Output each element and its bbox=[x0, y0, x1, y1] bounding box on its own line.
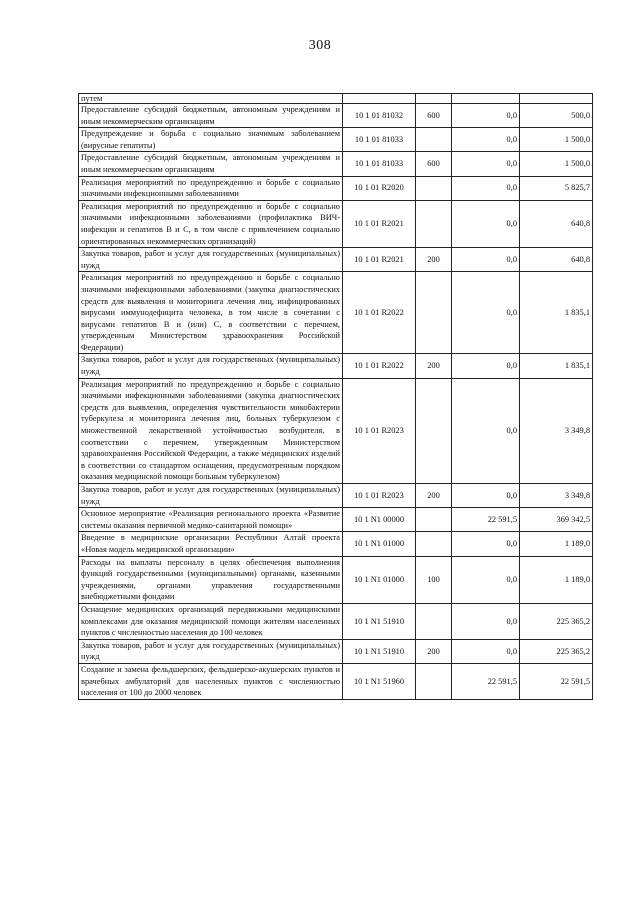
amount-a-cell: 0,0 bbox=[452, 128, 520, 152]
table-row bbox=[79, 152, 593, 176]
table-row bbox=[79, 94, 593, 104]
row-name-cell: Закупка товаров, работ и услуг для государственных (муниципальных) нужд bbox=[79, 354, 343, 378]
amount-b-cell: 22 591,5 bbox=[520, 663, 593, 699]
amount-b-cell: 1 835,1 bbox=[520, 272, 593, 354]
expense-type-cell bbox=[416, 508, 452, 532]
expense-type-cell bbox=[416, 272, 452, 354]
expense-type-cell bbox=[416, 94, 452, 104]
amount-b-cell: 3 349,8 bbox=[520, 378, 593, 483]
table-row bbox=[79, 508, 593, 532]
target-code-cell: 10 1 N1 51910 bbox=[343, 603, 416, 639]
expense-type-cell bbox=[416, 532, 452, 556]
row-name-cell: Реализация мероприятий по предупреждению и борьбе с социально значимыми инфекционными заболеваниями bbox=[79, 176, 343, 200]
table-row bbox=[79, 248, 593, 272]
expense-type-cell: 200 bbox=[416, 639, 452, 663]
target-code-cell: 10 1 01 R2021 bbox=[343, 248, 416, 272]
expense-type-cell: 600 bbox=[416, 152, 452, 176]
target-code-cell: 10 1 N1 51910 bbox=[343, 639, 416, 663]
amount-a-cell: 0,0 bbox=[452, 152, 520, 176]
row-name-cell: Реализация мероприятий по предупреждению и борьбе с социально значимыми инфекционными заболеваниями (профилактика ВИЧ-инфекции и гепатитов В и С, в том числе с привлечением социально ориентированных некоммерческих организаций) bbox=[79, 200, 343, 247]
row-name-cell: Закупка товаров, работ и услуг для государственных (муниципальных) нужд bbox=[79, 639, 343, 663]
row-name-cell: Основное мероприятие «Реализация регионального проекта «Развитие системы оказания первичной медико-санитарной помощи» bbox=[79, 508, 343, 532]
amount-b-cell: 1 189,0 bbox=[520, 556, 593, 603]
page-number: 308 bbox=[308, 38, 332, 53]
table-row bbox=[79, 272, 593, 354]
amount-b-cell: 369 342,5 bbox=[520, 508, 593, 532]
target-code-cell: 10 1 N1 01000 bbox=[343, 556, 416, 603]
table-row bbox=[79, 532, 593, 556]
amount-b-cell: 500,0 bbox=[520, 104, 593, 128]
target-code-cell: 10 1 01 R2023 bbox=[343, 484, 416, 508]
amount-a-cell: 0,0 bbox=[452, 639, 520, 663]
expense-type-cell bbox=[416, 176, 452, 200]
row-name-cell: Предоставление субсидий бюджетным, автономным учреждениям и иным некоммерческим организациям bbox=[79, 104, 343, 128]
amount-a-cell: 0,0 bbox=[452, 603, 520, 639]
expense-type-cell: 100 bbox=[416, 556, 452, 603]
target-code-cell: 10 1 01 R2022 bbox=[343, 272, 416, 354]
target-code-cell: 10 1 01 R2023 bbox=[343, 378, 416, 483]
expense-type-cell bbox=[416, 663, 452, 699]
row-name-cell: Реализация мероприятий по предупреждению и борьбе с социально значимыми инфекционными заболеваниями (закупка диагностических средств для выявления и мониторинга лечения лиц, инфицированных вирусами иммунодефицита человека, в том числе в сочетании с вирусами гепатитов В и (или) С, в соответствии с перечнем, утвержденным Министерством здравоохранения Российской Федерации) bbox=[79, 272, 343, 354]
table-row bbox=[79, 603, 593, 639]
expense-type-cell: 200 bbox=[416, 354, 452, 378]
amount-b-cell: 640,8 bbox=[520, 248, 593, 272]
target-code-cell: 10 1 01 81032 bbox=[343, 104, 416, 128]
row-name-cell: Реализация мероприятий по предупреждению и борьбе с социально значимыми инфекционными заболеваниями (закупка диагностических средств для выявления, определения чувствительности микобактерии туберкулеза и мониторинга лечения лиц, больных туберкулезом с множественной лекарственной устойчивостью возбудителя, в соответствии с перечнем, утвержденным Министерством здравоохранения Российской Федерации, а также медицинских изделий в соответствии со стандартом оснащения, предусмотренным порядком оказания медицинской помощи больным туберкулезом) bbox=[79, 378, 343, 483]
amount-b-cell: 225 365,2 bbox=[520, 639, 593, 663]
amount-a-cell: 0,0 bbox=[452, 200, 520, 247]
target-code-cell: 10 1 N1 00000 bbox=[343, 508, 416, 532]
row-name-cell: Закупка товаров, работ и услуг для государственных (муниципальных) нужд bbox=[79, 248, 343, 272]
table-row bbox=[79, 663, 593, 699]
row-name-cell: Предупреждение и борьба с социально значимым заболеванием (вирусные гепатиты) bbox=[79, 128, 343, 152]
amount-a-cell: 22 591,5 bbox=[452, 508, 520, 532]
expense-type-cell: 200 bbox=[416, 484, 452, 508]
amount-a-cell: 22 591,5 bbox=[452, 663, 520, 699]
expense-type-cell bbox=[416, 200, 452, 247]
table-row bbox=[79, 104, 593, 128]
row-name-cell: Предоставление субсидий бюджетным, автономным учреждениям и иным некоммерческим организациям bbox=[79, 152, 343, 176]
expense-type-cell bbox=[416, 603, 452, 639]
budget-table bbox=[78, 93, 593, 700]
target-code-cell: 10 1 01 81033 bbox=[343, 152, 416, 176]
expense-type-cell bbox=[416, 378, 452, 483]
target-code-cell: 10 1 01 R2022 bbox=[343, 354, 416, 378]
table-row bbox=[79, 354, 593, 378]
expense-type-cell: 200 bbox=[416, 248, 452, 272]
amount-b-cell: 1 189,0 bbox=[520, 532, 593, 556]
amount-b-cell: 1 500,0 bbox=[520, 152, 593, 176]
amount-b-cell: 1 835,1 bbox=[520, 354, 593, 378]
amount-b-cell: 3 349,8 bbox=[520, 484, 593, 508]
row-name-cell: Введение в медицинские организации Республики Алтай проекта «Новая модель медицинской организации» bbox=[79, 532, 343, 556]
target-code-cell: 10 1 01 R2021 bbox=[343, 200, 416, 247]
row-name-cell: Оснащение медицинских организаций передвижными медицинскими комплексами для оказания медицинской помощи жителям населенных пунктов с численностью населения до 100 человек bbox=[79, 603, 343, 639]
amount-a-cell: 0,0 bbox=[452, 484, 520, 508]
amount-b-cell: 1 500,0 bbox=[520, 128, 593, 152]
expense-type-cell bbox=[416, 128, 452, 152]
amount-a-cell: 0,0 bbox=[452, 532, 520, 556]
amount-a-cell: 0,0 bbox=[452, 176, 520, 200]
target-code-cell: 10 1 N1 51960 bbox=[343, 663, 416, 699]
budget-table-body bbox=[79, 94, 593, 700]
table-row bbox=[79, 556, 593, 603]
amount-b-cell: 5 825,7 bbox=[520, 176, 593, 200]
row-name-cell: путем bbox=[79, 94, 343, 104]
amount-a-cell: 0,0 bbox=[452, 354, 520, 378]
target-code-cell: 10 1 01 81033 bbox=[343, 128, 416, 152]
target-code-cell: 10 1 N1 01000 bbox=[343, 532, 416, 556]
amount-a-cell: 0,0 bbox=[452, 378, 520, 483]
amount-a-cell: 0,0 bbox=[452, 104, 520, 128]
table-row bbox=[79, 378, 593, 483]
amount-a-cell: 0,0 bbox=[452, 248, 520, 272]
target-code-cell: 10 1 01 R2020 bbox=[343, 176, 416, 200]
table-row bbox=[79, 484, 593, 508]
amount-a-cell: 0,0 bbox=[452, 556, 520, 603]
amount-a-cell: 0,0 bbox=[452, 272, 520, 354]
table-row bbox=[79, 176, 593, 200]
expense-type-cell: 600 bbox=[416, 104, 452, 128]
table-row bbox=[79, 128, 593, 152]
amount-a-cell bbox=[452, 94, 520, 104]
table-row bbox=[79, 200, 593, 247]
row-name-cell: Создание и замена фельдшерских, фельдшерско-акушерских пунктов и врачебных амбулаторий для населенных пунктов с численностью населения от 100 до 2000 человек bbox=[79, 663, 343, 699]
amount-b-cell: 640,8 bbox=[520, 200, 593, 247]
row-name-cell: Расходы на выплаты персоналу в целях обеспечения выполнения функций государственными (муниципальными) органами, казенными учреждениями, органами управления государственными внебюджетными фондами bbox=[79, 556, 343, 603]
table-row bbox=[79, 639, 593, 663]
amount-b-cell bbox=[520, 94, 593, 104]
amount-b-cell: 225 365,2 bbox=[520, 603, 593, 639]
target-code-cell bbox=[343, 94, 416, 104]
row-name-cell: Закупка товаров, работ и услуг для государственных (муниципальных) нужд bbox=[79, 484, 343, 508]
